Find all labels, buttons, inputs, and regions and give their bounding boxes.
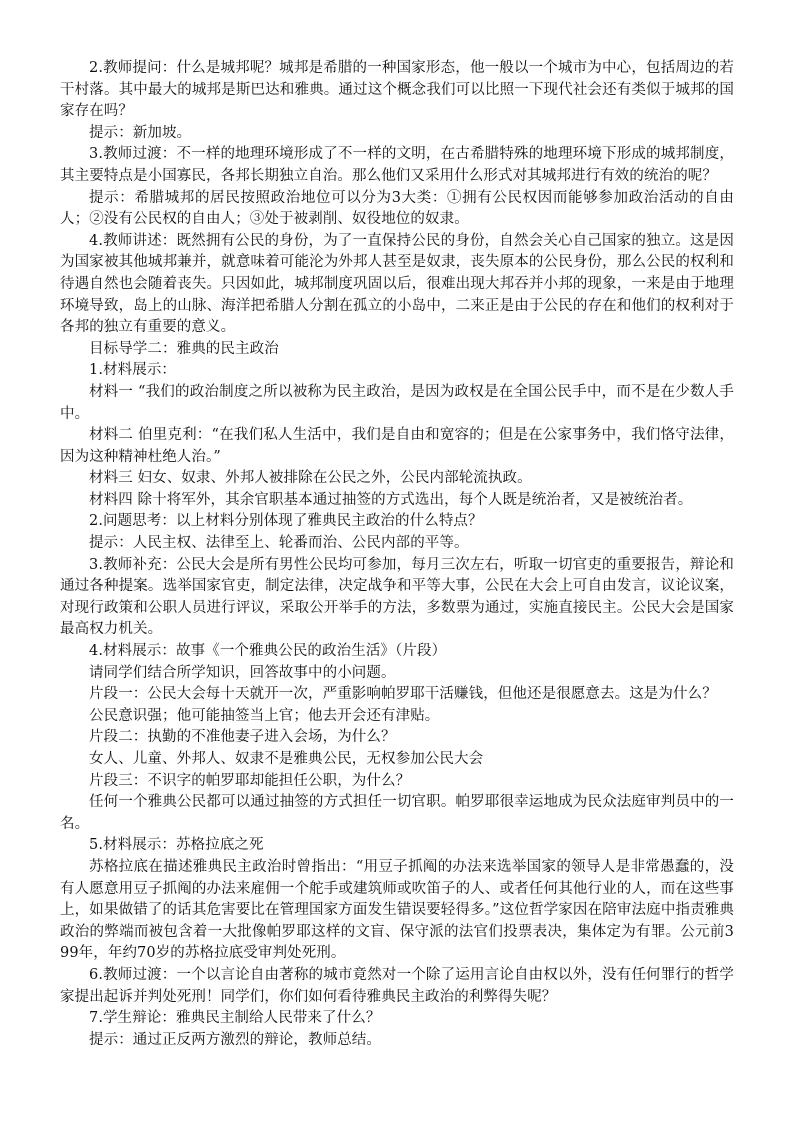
paragraph-fragment-three: 片段三：不识字的帕罗耶却能担任公职，为什么？ bbox=[89, 772, 411, 789]
paragraph-answer-one: 公民意识强；他可能抽签当上官；他去开会还有津贴。 bbox=[89, 707, 440, 724]
paragraph-answer-two: 女人、儿童、外邦人、奴隶不是雅典公民，无权参加公民大会 bbox=[89, 751, 484, 767]
paragraph-teacher-supplement: 3.教师补充：公民大会是所有男性公民均可参加，每月三次左右，听取一切官吏的重要报告，辩论和通过各种提案。选举国家官吏，制定法律，决定战争和平等大事，公民在大会上可自由发言，议论议案，对现行政策和公职人员进行评议，采取公开举手的方法，多数票为通过，实施直接民主。公民大会是国家最高权力机关。 bbox=[60, 556, 734, 638]
paragraph-material-two: 材料二 伯里克利：“在我们私人生活中，我们是自由和宽容的；但是在公家事务中，我们恪守法律，因为这种精神杜绝人治。” bbox=[60, 427, 734, 465]
paragraph-hint-singapore: 提示：新加坡。 bbox=[89, 124, 192, 141]
paragraph-q4-teacher-lecture: 4.教师讲述：既然拥有公民的身份，为了一直保持公民的身份，自然会关心自己国家的独立。这是因为国家被其他城邦兼并，就意味着可能沦为外邦人甚至是奴隶，丧失原本的公民身份，那么公民的权利和待遇自然也会随着丧失。只因如此，城邦制度巩固以后，很难出现大邦吞并小邦的现象，一来是由于地理环境导致，岛上的山脉、海洋把希腊人分割在孤立的小岛中，二来正是由于公民的存在和他们的权利对于各邦的独立有重要的意义。 bbox=[60, 232, 734, 336]
paragraph-socrates: 苏格拉底在描述雅典民主政治时曾指出：“用豆子抓阄的办法来选举国家的领导人是非常愚蠢的，没有人愿意用豆子抓阄的办法来雇佣一个舵手或建筑师或吹笛子的人、或者任何其他行业的人，而在这些事上，如果做错了的话其危害要比在管理国家方面发生错误要轻得多。”这位哲学家因在陪审法庭中指责雅典政治的弊端而被包含着一大批像帕罗耶这样的文盲、保守派的法官们投票表决，集体定为有罪。公元前399年，年约70岁的苏格拉底受审判处死刑。 bbox=[60, 858, 734, 962]
paragraph-material-four: 材料四 除十将军外，其余官职基本通过抽签的方式选出，每个人既是统治者，又是被统治者。 bbox=[89, 491, 693, 508]
paragraph-material-three: 材料三 妇女、奴隶、外邦人被排除在公民之外，公民内部轮流执政。 bbox=[89, 470, 532, 487]
paragraph-q7-debate: 7.学生辩论：雅典民主制给人民带来了什么？ bbox=[89, 1010, 381, 1027]
paragraph-q2-city-state: 2.教师提问：什么是城邦呢？城邦是希腊的一种国家形态，他一般以一个城市为中心，包括周边的若干村落。其中最大的城邦是斯巴达和雅典。通过这个概念我们可以比照一下现代社会还有类似于城邦的国家存在吗？ bbox=[60, 60, 734, 120]
paragraph-question-think: 2.问题思考：以上材料分别体现了雅典民主政治的什么特点？ bbox=[89, 513, 483, 530]
paragraph-fragment-one: 片段一：公民大会每十天就开一次，严重影响帕罗耶干活赚钱，但他还是很愿意去。这是为什么？ bbox=[89, 686, 717, 703]
paragraph-answer-three: 任何一个雅典公民都可以通过抽签的方式担任一切官职。帕罗耶很幸运地成为民众法庭审判员中的一名。 bbox=[60, 794, 734, 832]
paragraph-fragment-two: 片段二：执勤的不准他妻子进入会场，为什么？ bbox=[89, 729, 396, 746]
paragraph-hint-features: 提示：人民主权、法律至上、轮番而治、公民内部的平等。 bbox=[89, 535, 469, 552]
paragraph-q6-transition: 6.教师过渡：一个以言论自由著称的城市竟然对一个除了运用言论自由权以外，没有任何罪行的哲学家提出起诉并判处死刑！同学们，你们如何看待雅典民主政治的利弊得失呢？ bbox=[60, 966, 734, 1005]
paragraph-material-one: 材料一 “我们的政治制度之所以被称为民主政治，是因为政权是在全国公民手中，而不是在少数人手中。 bbox=[60, 383, 734, 422]
paragraph-material-display-4: 4.材料展示：故事《一个雅典公民的政治生活》（片段） bbox=[89, 643, 447, 660]
document-body bbox=[60, 58, 734, 1051]
paragraph-instruction: 请同学们结合所学知识，回答故事中的小问题。 bbox=[89, 664, 396, 681]
paragraph-hint-three-classes: 提示：希腊城邦的居民按照政治地位可以分为3大类：①拥有公民权因而能够参加政治活动的自由人；②没有公民权的自由人；③处于被剥削、奴役地位的奴隶。 bbox=[60, 189, 734, 228]
paragraph-material-display-1: 1.材料展示： bbox=[89, 362, 177, 379]
paragraph-material-display-5: 5.材料展示：苏格拉底之死 bbox=[89, 837, 264, 854]
section-heading-goal-two: 目标导学二：雅典的民主政治 bbox=[89, 340, 279, 357]
paragraph-hint-summary: 提示：通过正反两方激烈的辩论，教师总结。 bbox=[89, 1031, 381, 1048]
paragraph-q3-transition: 3.教师过渡：不一样的地理环境形成了不一样的文明，在古希腊特殊的地理环境下形成的城邦制度，其主要特点是小国寡民，各邦长期独立自治。那么他们又采用什么形式对其城邦进行有效的统治的呢？ bbox=[60, 146, 734, 184]
